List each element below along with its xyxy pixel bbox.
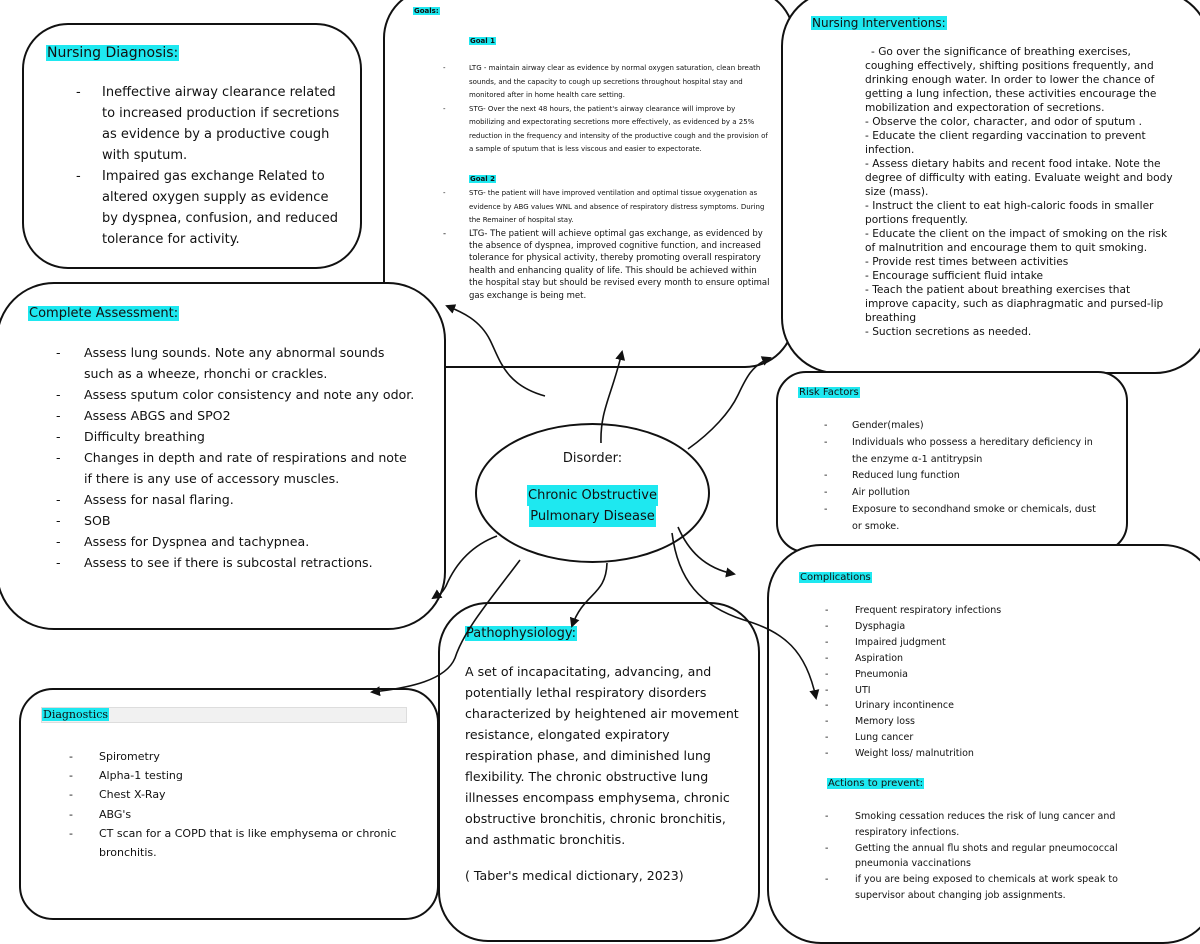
list-item: - LTG - maintain airway clear as evidence by normal oxygen saturation, clean breath sounds, and the capacity to cough up secretions throughout hospital stay and monitored after in home health care setting. (443, 62, 773, 103)
intervention-line: - Educate the client on the impact of smoking on the risk of malnutrition and encourage them to quit smoking. (865, 228, 1168, 254)
list-item: - SOB (56, 510, 416, 531)
list-item: - Assess sputum color consistency and note any odor. (56, 384, 416, 405)
list-item: - CT scan for a COPD that is like emphysema or chronic bronchitis. (69, 824, 409, 862)
list-item: - Dysphagia (825, 619, 1125, 635)
intervention-line: - Instruct the client to eat high-caloric foods in smaller portions frequently. (865, 200, 1154, 226)
risk-factors-box (776, 371, 1128, 553)
intervention-line: - Suction secretions as needed. (865, 326, 1032, 338)
list-item: - Assess lung sounds. Note any abnormal sounds such as a wheeze, rhonchi or crackles. (56, 342, 416, 384)
list-item: - ABG's (69, 805, 409, 824)
list-item: - Impaired judgment (825, 635, 1125, 651)
complications-list (825, 603, 1125, 762)
list-item: - Assess to see if there is subcostal retractions. (56, 552, 416, 573)
list-item: - STG- Over the next 48 hours, the patient's airway clearance will improve by mobilizing and expectorating secretions more effectively, as evidenced by a 25% reduction in the frequency and intensity of the productive cough and the provision of a sample of sputum that is less viscous and easier to expectorate. (443, 103, 773, 157)
complete-assessment-box (0, 282, 446, 630)
intervention-line: - Educate the client regarding vaccination to prevent infection. (865, 130, 1146, 156)
diagnostics-title: Diagnostics (43, 708, 109, 721)
list-item: - Smoking cessation reduces the risk of lung cancer and respiratory infections. (825, 809, 1125, 841)
list-item: - if you are being exposed to chemicals at work speak to supervisor about changing job assignments. (825, 872, 1125, 904)
arrow-to-nursing-interventions (688, 358, 770, 449)
pathophysiology-box (438, 602, 760, 942)
list-item: - Assess ABGS and SPO2 (56, 405, 416, 426)
goals-box (383, 0, 795, 368)
intervention-line: - Go over the significance of breathing exercises, coughing effectively, shifting positions frequently, and drinking enough water. In order to lower the chance of getting a lung infection, these activities encourage the mobilization and expectoration of secretions. (865, 46, 1157, 114)
disorder-name: Chronic Obstructive Pulmonary Disease (477, 485, 708, 527)
list-item: - Impaired gas exchange Related to altered oxygen supply as evidence by dyspnea, confusion, and reduced tolerance for activity. (46, 166, 346, 250)
nursing-diagnosis-box (22, 23, 362, 269)
nursing-interventions-title: Nursing Interventions: (812, 16, 946, 30)
pathophysiology-citation: ( Taber's medical dictionary, 2023) (465, 868, 684, 883)
intervention-line: - Provide rest times between activities (865, 256, 1069, 268)
pathophysiology-body: A set of incapacitating, advancing, and potentially lethal respiratory disorders characterized by heightened air movement resistance, elongated expiratory respiration phase, and diminished lung flexibility. The chronic obstructive lung illnesses encompass emphysema, chronic obstructive bronchitis, chronic bronchitis, and asthmatic bronchitis. (465, 664, 739, 847)
risk-factors-list (824, 418, 1104, 536)
intervention-line: - Teach the patient about breathing exercises that improve capacity, such as diaphragmatic and pursed-lip breathing (865, 284, 1164, 324)
nursing-diagnosis-list (46, 82, 346, 250)
list-item: - Aspiration (825, 651, 1125, 667)
nursing-interventions-body (865, 45, 1175, 339)
goal1-list (443, 62, 773, 157)
list-item: - Weight loss/ malnutrition (825, 746, 1125, 762)
list-item: - Chest X-Ray (69, 785, 409, 804)
list-item: - Exposure to secondhand smoke or chemicals, dust or smoke. (824, 502, 1104, 536)
list-item: - Alpha-1 testing (69, 766, 409, 785)
risk-factors-title: Risk Factors (799, 387, 859, 398)
complications-box (767, 544, 1200, 944)
list-item: - STG- the patient will have improved ventilation and optimal tissue oxygenation as evidence by ABG values WNL and absence of respiratory distress symptoms. During the Remainer of hospital stay. (443, 187, 773, 228)
list-item: - LTG- The patient will achieve optimal gas exchange, as evidenced by the absence of dyspnea, improved cognitive function, and increased tolerance for physical activity, thereby promoting overall respiratory health and enhancing quality of life. This should be achieved within the hospital stay but should be revised every month to ensure optimal gas exchange is being met. (443, 228, 773, 302)
goal2-label: Goal 2 (470, 175, 495, 183)
list-item: - Changes in depth and rate of respirations and note if there is any use of accessory muscles. (56, 447, 416, 489)
intervention-line: - Observe the color, character, and odor of sputum . (865, 116, 1143, 128)
intervention-line: - Encourage sufficient fluid intake (865, 270, 1044, 282)
pathophysiology-title: Pathophysiology: (466, 626, 576, 641)
list-item: - Difficulty breathing (56, 426, 416, 447)
nursing-interventions-box (781, 0, 1200, 374)
list-item: - UTI (825, 683, 1125, 699)
goal2-list (443, 187, 773, 302)
nursing-diagnosis-title: Nursing Diagnosis: (47, 45, 179, 61)
list-item: - Air pollution (824, 485, 1104, 502)
list-item: - Memory loss (825, 714, 1125, 730)
goal1-label: Goal 1 (470, 37, 495, 45)
list-item: - Lung cancer (825, 730, 1125, 746)
list-item: - Assess for Dyspnea and tachypnea. (56, 531, 416, 552)
list-item: - Individuals who possess a hereditary deficiency in the enzyme α-1 antitrypsin (824, 435, 1104, 469)
diagnostics-box (19, 688, 439, 920)
list-item: - Assess for nasal flaring. (56, 489, 416, 510)
goals-title: Goals: (414, 7, 439, 15)
list-item: - Gender(males) (824, 418, 1104, 435)
list-item: - Urinary incontinence (825, 698, 1125, 714)
complications-title: Complications (800, 572, 871, 583)
list-item: - Reduced lung function (824, 468, 1104, 485)
disorder-label: Disorder: (562, 451, 623, 466)
complete-assessment-list (56, 342, 416, 573)
list-item: - Pneumonia (825, 667, 1125, 683)
list-item: - Frequent respiratory infections (825, 603, 1125, 619)
list-item: - Getting the annual flu shots and regular pneumococcal pneumonia vaccinations (825, 841, 1125, 873)
diagnostics-list (69, 747, 409, 862)
complete-assessment-title: Complete Assessment: (29, 306, 179, 321)
intervention-line: - Assess dietary habits and recent food intake. Note the degree of difficulty with eating. Evaluate weight and body size (mass). (865, 158, 1173, 198)
disorder-ellipse (475, 423, 710, 563)
actions-to-prevent-list (825, 809, 1125, 904)
list-item: - Spirometry (69, 747, 409, 766)
list-item: - Ineffective airway clearance related to increased production if secretions as evidence by a productive cough with sputum. (46, 82, 346, 166)
actions-to-prevent-title: Actions to prevent: (828, 778, 924, 789)
